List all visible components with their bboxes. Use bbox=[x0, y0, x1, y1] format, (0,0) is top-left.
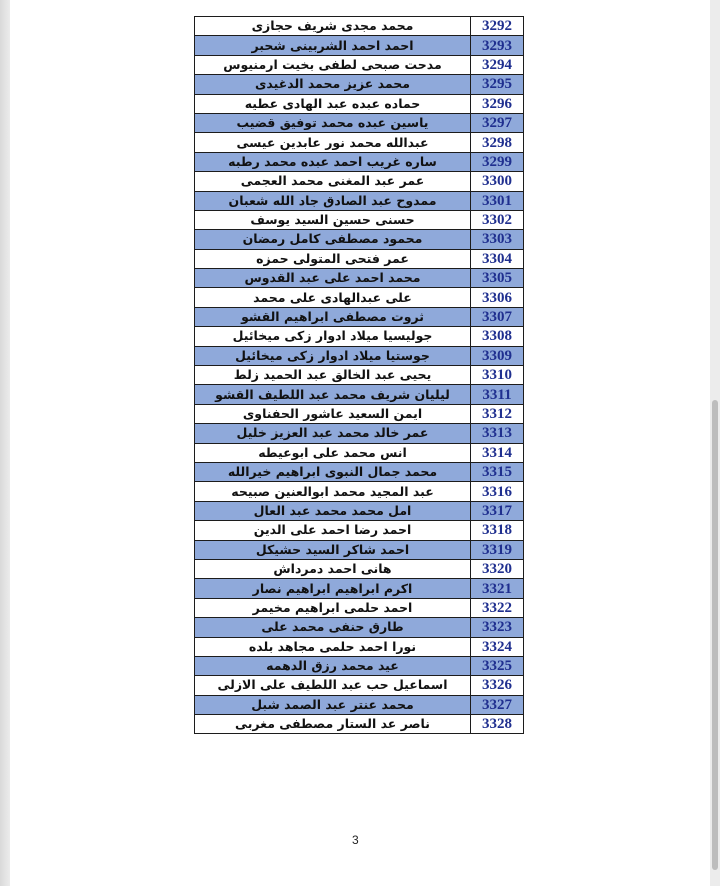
table-row bbox=[195, 598, 524, 617]
vertical-scrollbar[interactable] bbox=[712, 400, 718, 870]
table-row bbox=[195, 75, 524, 94]
student-name-cell: ليليان شريف محمد عبد اللطيف القشو bbox=[195, 385, 471, 404]
student-name-cell: عبدالله محمد نور عابدين عيسى bbox=[195, 133, 471, 152]
student-name-cell: على عبدالهادى على محمد bbox=[195, 288, 471, 307]
seat-number-cell: 3308 bbox=[471, 327, 524, 346]
student-name-cell: ساره غريب احمد عبده محمد رطبه bbox=[195, 152, 471, 171]
student-name-cell: ناصر عد الستار مصطفى مغربى bbox=[195, 715, 471, 734]
student-name-cell: عبد المجيد محمد ابوالعنين صبيحه bbox=[195, 482, 471, 501]
seat-number-cell: 3300 bbox=[471, 172, 524, 191]
seat-number-cell: 3307 bbox=[471, 307, 524, 326]
seat-number-cell: 3294 bbox=[471, 55, 524, 74]
table-row bbox=[195, 366, 524, 385]
student-name-cell: احمد شاكر السيد حشيكل bbox=[195, 540, 471, 559]
table-row bbox=[195, 113, 524, 132]
table-row bbox=[195, 230, 524, 249]
table-row bbox=[195, 36, 524, 55]
table-row bbox=[195, 288, 524, 307]
table-row bbox=[195, 327, 524, 346]
student-name-cell: احمد حلمى ابراهيم مخيمر bbox=[195, 598, 471, 617]
table-row bbox=[195, 133, 524, 152]
seat-number-cell: 3324 bbox=[471, 637, 524, 656]
student-name-cell: محمد احمد على عبد القدوس bbox=[195, 269, 471, 288]
table-row bbox=[195, 307, 524, 326]
seat-number-cell: 3309 bbox=[471, 346, 524, 365]
table-row bbox=[195, 676, 524, 695]
seat-number-cell: 3297 bbox=[471, 113, 524, 132]
student-name-cell: مدحت صبحى لطفى بخيت ارمنيوس bbox=[195, 55, 471, 74]
seat-number-cell: 3318 bbox=[471, 521, 524, 540]
table-row bbox=[195, 346, 524, 365]
seat-number-cell: 3327 bbox=[471, 695, 524, 714]
table-row bbox=[195, 579, 524, 598]
seat-number-cell: 3319 bbox=[471, 540, 524, 559]
student-name-cell: اسماعيل حب عبد اللطيف على الازلى bbox=[195, 676, 471, 695]
seat-number-cell: 3296 bbox=[471, 94, 524, 113]
student-name-cell: جوستيا ميلاد ادوار زكى ميخائيل bbox=[195, 346, 471, 365]
student-name-cell: ممدوح عبد الصادق جاد الله شعبان bbox=[195, 191, 471, 210]
student-name-cell: طارق حنفى محمد على bbox=[195, 618, 471, 637]
student-name-cell: اكرم ابراهيم ابراهيم نصار bbox=[195, 579, 471, 598]
student-name-cell: عمر عبد المغنى محمد العجمى bbox=[195, 172, 471, 191]
table-row bbox=[195, 637, 524, 656]
seat-number-cell: 3317 bbox=[471, 501, 524, 520]
student-name-cell: ياسين عبده محمد توفيق قضيب bbox=[195, 113, 471, 132]
table-row bbox=[195, 172, 524, 191]
student-name-cell: محمد عزيز محمد الدغيدى bbox=[195, 75, 471, 94]
names-table-body bbox=[195, 17, 524, 734]
seat-number-cell: 3316 bbox=[471, 482, 524, 501]
student-name-cell: حسنى حسين السيد يوسف bbox=[195, 210, 471, 229]
table-row bbox=[195, 404, 524, 423]
viewer-background bbox=[0, 0, 10, 886]
seat-number-cell: 3314 bbox=[471, 443, 524, 462]
table-row bbox=[195, 191, 524, 210]
seat-number-cell: 3302 bbox=[471, 210, 524, 229]
student-name-cell: محمود مصطفى كامل رمضان bbox=[195, 230, 471, 249]
table-row bbox=[195, 210, 524, 229]
seat-number-cell: 3293 bbox=[471, 36, 524, 55]
seat-number-cell: 3301 bbox=[471, 191, 524, 210]
table-row bbox=[195, 443, 524, 462]
student-name-cell: ايمن السعيد عاشور الحفناوى bbox=[195, 404, 471, 423]
seat-number-cell: 3311 bbox=[471, 385, 524, 404]
seat-number-cell: 3299 bbox=[471, 152, 524, 171]
student-name-cell: احمد رضا احمد على الدين bbox=[195, 521, 471, 540]
student-name-cell: ثروت مصطفى ابراهيم القشو bbox=[195, 307, 471, 326]
table-row bbox=[195, 17, 524, 36]
seat-number-cell: 3321 bbox=[471, 579, 524, 598]
table-row bbox=[195, 559, 524, 578]
seat-number-cell: 3298 bbox=[471, 133, 524, 152]
table-row bbox=[195, 152, 524, 171]
seat-number-cell: 3325 bbox=[471, 656, 524, 675]
table-row bbox=[195, 695, 524, 714]
seat-number-cell: 3310 bbox=[471, 366, 524, 385]
table-row bbox=[195, 482, 524, 501]
student-name-cell: نورا احمد حلمى مجاهد بلده bbox=[195, 637, 471, 656]
seat-number-cell: 3306 bbox=[471, 288, 524, 307]
student-name-cell: انس محمد على ابوعيطه bbox=[195, 443, 471, 462]
student-name-cell: عيد محمد رزق الدهمه bbox=[195, 656, 471, 675]
seat-number-cell: 3328 bbox=[471, 715, 524, 734]
seat-number-cell: 3303 bbox=[471, 230, 524, 249]
student-name-cell: حماده عبده عبد الهادى عطيه bbox=[195, 94, 471, 113]
table-row bbox=[195, 540, 524, 559]
seat-number-cell: 3320 bbox=[471, 559, 524, 578]
seat-number-cell: 3292 bbox=[471, 17, 524, 36]
table-row bbox=[195, 55, 524, 74]
student-name-cell: هانى احمد دمرداش bbox=[195, 559, 471, 578]
student-name-cell: احمد احمد الشربينى شحبر bbox=[195, 36, 471, 55]
student-name-cell: محمد عنتر عبد الصمد شبل bbox=[195, 695, 471, 714]
student-name-cell: عمر فتحى المتولى حمزه bbox=[195, 249, 471, 268]
student-name-cell: يحيى عبد الخالق عبد الحميد زلط bbox=[195, 366, 471, 385]
table-row bbox=[195, 715, 524, 734]
seat-number-cell: 3312 bbox=[471, 404, 524, 423]
table-row bbox=[195, 424, 524, 443]
table-row bbox=[195, 462, 524, 481]
seat-number-cell: 3313 bbox=[471, 424, 524, 443]
seat-number-cell: 3315 bbox=[471, 462, 524, 481]
seat-number-cell: 3305 bbox=[471, 269, 524, 288]
page-number: 3 bbox=[352, 833, 359, 847]
student-name-cell: عمر خالد محمد عبد العزيز خليل bbox=[195, 424, 471, 443]
seat-number-cell: 3322 bbox=[471, 598, 524, 617]
seat-number-cell: 3295 bbox=[471, 75, 524, 94]
table-row bbox=[195, 501, 524, 520]
seat-number-cell: 3326 bbox=[471, 676, 524, 695]
table-row bbox=[195, 249, 524, 268]
table-row bbox=[195, 656, 524, 675]
table-row bbox=[195, 269, 524, 288]
table-row bbox=[195, 618, 524, 637]
seat-number-cell: 3323 bbox=[471, 618, 524, 637]
table-row bbox=[195, 94, 524, 113]
student-name-cell: امل محمد محمد عبد العال bbox=[195, 501, 471, 520]
seat-number-cell: 3304 bbox=[471, 249, 524, 268]
student-name-cell: جوليسيا ميلاد ادوار زكى ميخائيل bbox=[195, 327, 471, 346]
table-row bbox=[195, 521, 524, 540]
table-row bbox=[195, 385, 524, 404]
student-name-cell: محمد مجدى شريف حجازى bbox=[195, 17, 471, 36]
names-table bbox=[194, 16, 524, 734]
student-name-cell: محمد جمال النبوى ابراهيم خيرالله bbox=[195, 462, 471, 481]
